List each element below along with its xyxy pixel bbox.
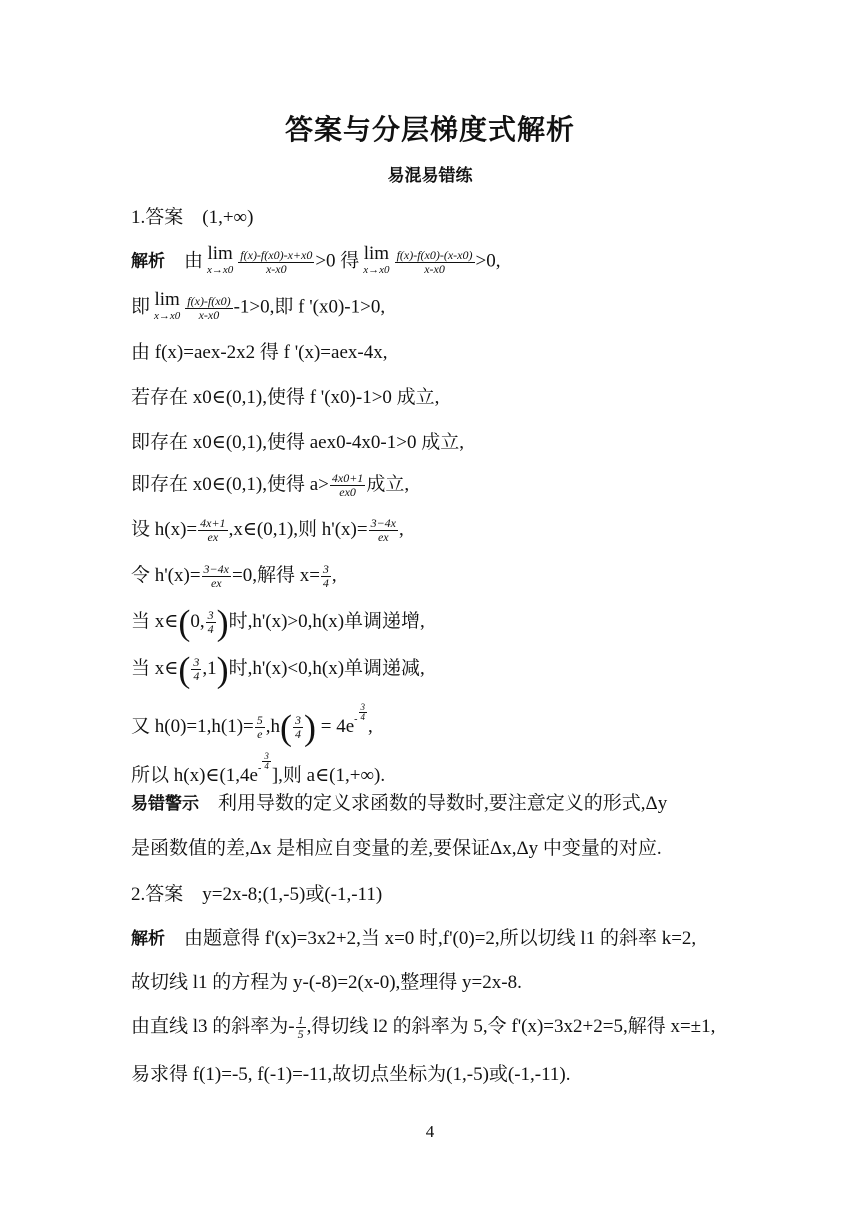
fraction [191, 656, 201, 683]
page-title: 答案与分层梯度式解析 [284, 113, 575, 146]
text: 当 x∈ [131, 611, 179, 632]
fraction [206, 609, 216, 636]
text: ,x∈(0,1),则 h'(x)= [228, 519, 368, 540]
q1-answer-line [131, 205, 253, 231]
q2-answer-value: y=2x-8;(1,-5)或(-1,-11) [202, 884, 383, 905]
q1-warning-line-2: 是函数值的差,Δx 是相应自变量的差,要保证Δx,Δy 中变量的对应. [131, 838, 662, 859]
q1-analysis-line-10 [131, 649, 425, 690]
denominator: 5 [297, 1027, 304, 1042]
denominator: 4 [322, 576, 329, 591]
q1-analysis-line-8 [131, 563, 337, 590]
denominator: x-x0 [198, 307, 220, 322]
numerator: f(x)-f(x0) [187, 293, 231, 308]
denominator: ex [210, 576, 222, 591]
q1-analysis-line-12: 所以 h(x)∈(1,4e- $\frac{3}{4}$ ],则 a∈(1,+∞). [131, 751, 386, 786]
q1-answer-label: 1.答案 [131, 207, 184, 228]
q1-answer-value: (1,+∞) [202, 207, 254, 228]
numerator: 3 [360, 702, 365, 712]
text: , [331, 565, 337, 586]
q1-analysis-line-2 [131, 289, 386, 324]
text: 成立, [366, 474, 410, 495]
numerator: f(x)-f(x0)-x+x0 [240, 247, 313, 262]
numerator: 5 [256, 713, 263, 728]
fraction [202, 563, 231, 590]
q1-analysis-line-3: 由 f(x)=aex-2x2 得 f '(x)=aex-4x, [131, 342, 388, 363]
text: 所以 h(x)∈(1,4e [131, 765, 258, 786]
text: ],则 a∈(1,+∞). [271, 765, 386, 786]
text: 令 h'(x)= [131, 565, 201, 586]
text: , [399, 519, 404, 540]
text: ,h [265, 716, 280, 737]
text: 当 x∈ [131, 658, 179, 679]
text: ,1 [202, 658, 217, 679]
numerator: 3 [295, 713, 301, 728]
text: 又 h(0)=1,h(1)= [131, 716, 254, 737]
lim-word: lim [207, 243, 233, 264]
q2-analysis-line-1 [131, 926, 696, 952]
warning-label: 易错警示 [131, 794, 199, 814]
text: 0, [190, 611, 205, 632]
denominator: 4 [264, 761, 269, 771]
text: 时,h'(x)>0,h(x)单调递增, [228, 611, 425, 632]
text: 由题意得 f'(x)=3x2+2,当 x=0 时,f'(0)=2,所以切线 l1 的斜率 k=2, [184, 928, 697, 949]
q1-analysis-line-9 [131, 602, 425, 643]
text: 利用导数的定义求函数的导数时,要注意定义的形式,Δy [218, 793, 668, 814]
fraction [255, 714, 265, 741]
right-paren: ) [216, 602, 229, 643]
denominator: 4 [207, 622, 214, 637]
lim-word: lim [154, 289, 180, 310]
denominator: ex [207, 530, 219, 545]
q1-analysis-line-6 [131, 472, 409, 499]
lim-word: lim [363, 243, 390, 264]
limit-expression [154, 289, 181, 324]
fraction [395, 249, 475, 276]
q2-analysis-line-3 [131, 1014, 715, 1041]
q1-analysis-line-5: 即存在 x0∈(0,1),使得 aex0-4x0-1>0 成立, [131, 432, 464, 453]
left-paren: ( [280, 707, 292, 748]
fraction [293, 714, 303, 741]
numerator: 3 [322, 562, 329, 577]
denominator: e [257, 727, 263, 742]
text: 即存在 x0∈(0,1),使得 a> [131, 474, 329, 495]
fraction [185, 295, 232, 322]
fraction [330, 472, 365, 499]
numerator: 4x0+1 [331, 471, 364, 486]
text: 时,h'(x)<0,h(x)单调递减, [228, 658, 425, 679]
right-paren: ) [304, 707, 316, 748]
limit-expression [363, 243, 390, 278]
denominator: 4 [360, 712, 365, 722]
text: ,得切线 l2 的斜率为 5,令 f'(x)=3x2+2=5,解得 x=±1, [306, 1016, 716, 1037]
denominator: x-x0 [265, 261, 287, 276]
text: >0, [475, 250, 501, 272]
right-paren: ) [216, 649, 229, 690]
limit-expression [207, 243, 234, 278]
text: = 4e [316, 716, 355, 737]
q1-analysis-line-7 [131, 517, 404, 544]
denominator: 4 [295, 727, 301, 742]
exponent-fraction [359, 703, 368, 722]
left-paren: ( [178, 602, 191, 643]
numerator: 4x+1 [200, 516, 226, 531]
fraction [198, 517, 227, 544]
q2-answer-label: 2.答案 [131, 884, 184, 905]
lim-subscript: x→x0 [363, 264, 390, 276]
text: , [368, 716, 373, 737]
q2-answer-line [131, 882, 382, 908]
numerator: 3 [207, 608, 214, 623]
numerator: f(x)-f(x0)-(x-x0) [396, 247, 473, 262]
text: =0,解得 x= [231, 565, 320, 586]
denominator: x-x0 [424, 261, 445, 276]
numerator: 3 [264, 751, 269, 761]
left-paren: ( [178, 649, 191, 690]
fraction [238, 249, 314, 276]
numerator: 3−4x [370, 516, 397, 531]
fraction [296, 1014, 306, 1041]
q2-analysis-line-4: 易求得 f(1)=-5, f(-1)=-11,故切点坐标为(1,-5)或(-1,-11). [131, 1064, 571, 1085]
text: 由 [184, 250, 204, 272]
exponent-fraction [262, 752, 271, 771]
page-number: 4 [425, 1122, 435, 1141]
numerator: 3 [193, 655, 200, 670]
text: 设 h(x)= [131, 519, 198, 540]
section-subtitle: 易混易错练 [387, 166, 473, 186]
q1-analysis-label: 解析 [131, 251, 165, 272]
denominator: ex [377, 530, 389, 545]
denominator: ex0 [339, 485, 356, 500]
text: 即 [131, 296, 151, 318]
text: >0 得 [315, 250, 360, 272]
q1-analysis-line-1 [131, 243, 501, 278]
text: 由直线 l3 的斜率为- [131, 1016, 295, 1037]
numerator: 3−4x [203, 562, 229, 577]
q2-analysis-label: 解析 [131, 929, 165, 949]
fraction [369, 517, 398, 544]
fraction [321, 563, 331, 590]
q1-warning-line-1 [131, 791, 667, 817]
text: -1>0,即 f '(x0)-1>0, [233, 296, 386, 318]
lim-subscript: x→x0 [154, 310, 181, 322]
q1-analysis-line-11: 又 h(0)=1,h(1)= $\frac{5}{e}$ ,h( $\frac{3}{4}$ ) = 4e- $\frac{3}{4}$ , [131, 702, 373, 748]
q2-analysis-line-2: 故切线 l1 的方程为 y-(-8)=2(x-0),整理得 y=2x-8. [131, 972, 522, 993]
denominator: 4 [193, 669, 200, 684]
numerator: 1 [297, 1013, 304, 1028]
lim-subscript: x→x0 [207, 264, 234, 276]
q1-analysis-line-4: 若存在 x0∈(0,1),使得 f '(x0)-1>0 成立, [131, 387, 440, 408]
